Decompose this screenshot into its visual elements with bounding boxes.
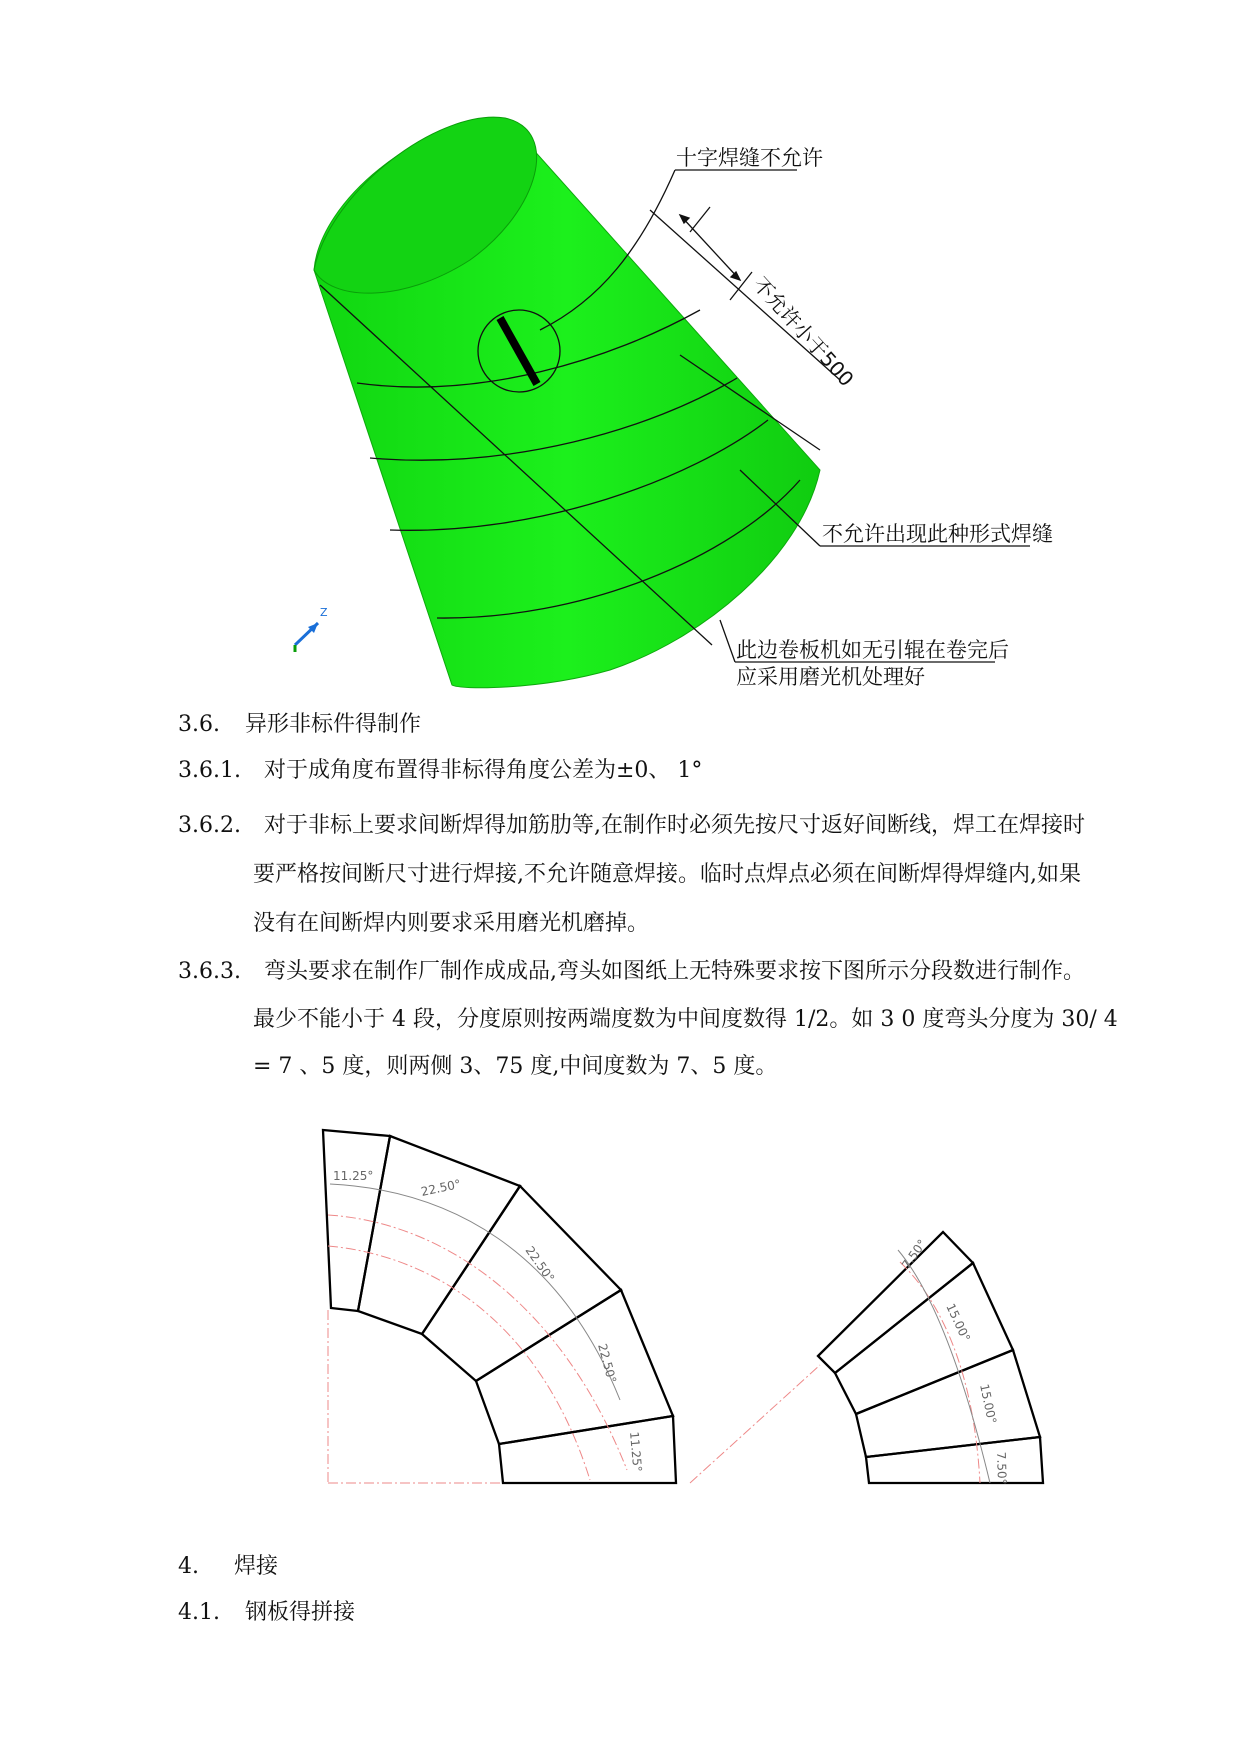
section-title: 钢板得拼接	[244, 1600, 355, 1625]
section-3-6-2-line-2: 要严格按间断尺寸进行焊接,不允许随意焊接。临时点焊点必须在间断焊得焊缝内,如果	[253, 862, 1081, 887]
section-number: 3.6.	[178, 712, 220, 737]
angle-label: 11.25°	[333, 1169, 374, 1183]
axis-indicator-icon	[295, 606, 328, 652]
section-4	[178, 1553, 278, 1581]
section-3-6-2-line-1	[178, 812, 1085, 840]
cone-weld-figure	[0, 0, 1241, 700]
elbow-segment-figure	[0, 1110, 1241, 1520]
section-number: 3.6.2.	[178, 813, 241, 838]
dimension-text: 不允许小于500	[748, 272, 859, 392]
section-title: 异形非标件得制作	[244, 712, 421, 737]
elbow-60-outline	[818, 1232, 1043, 1483]
section-4-1	[178, 1599, 355, 1627]
elbow-90-centerlines	[328, 1215, 627, 1483]
section-number: 3.6.1.	[178, 758, 241, 783]
angle-label: 15.00°	[943, 1301, 974, 1344]
angle-label: 15.00°	[977, 1382, 1000, 1426]
section-number: 4.1.	[178, 1600, 220, 1625]
paragraph-text: 对于成角度布置得非标得角度公差为±0、 1°	[263, 758, 703, 783]
elbow-90-dim-arcs	[330, 1184, 620, 1400]
section-3-6-1	[178, 757, 702, 785]
section-3-6	[178, 711, 421, 739]
section-3-6-3-line-1	[178, 958, 1085, 986]
callout-mid-text: 不允许出现此种形式焊缝	[822, 522, 1053, 546]
paragraph-text: 弯头要求在制作厂制作成成品,弯头如图纸上无特殊要求按下图所示分段数进行制作。	[263, 959, 1085, 984]
angle-label: 7.50°	[898, 1236, 930, 1272]
section-3-6-3-line-2: 最少不能小于 4 段，分度原则按两端度数为中间度数得 1/2。如 3 0 度弯头分度为 30/ 4	[253, 1007, 1118, 1032]
section-3-6-3-line-3: = 7 、5 度，则两侧 3、75 度,中间度数为 7、5 度。	[253, 1054, 778, 1079]
angle-label: 22.50°	[419, 1176, 463, 1199]
elbow-90-outline	[323, 1130, 676, 1483]
section-3-6-2-line-3: 没有在间断焊内则要求采用磨光机磨掉。	[253, 911, 650, 936]
callout-bottom-text-2: 应采用磨光机处理好	[736, 665, 925, 689]
section-number: 4.	[178, 1554, 199, 1579]
angle-label: 22.50°	[595, 1342, 620, 1385]
section-title: 焊接	[234, 1554, 279, 1579]
angle-label: 11.25°	[627, 1431, 645, 1473]
callout-bottom-text-1: 此边卷板机如无引辊在卷完后	[736, 638, 1009, 662]
angle-label: 7.50°	[994, 1451, 1010, 1485]
callout-top-text: 十字焊缝不允许	[676, 146, 823, 170]
svg-text:Z: Z	[320, 606, 328, 619]
paragraph-text: 对于非标上要求间断焊得加筋肋等,在制作时必须先按尺寸返好间断线，焊工在焊接时	[263, 813, 1085, 838]
section-number: 3.6.3.	[178, 959, 241, 984]
angle-label: 22.50°	[522, 1243, 558, 1285]
